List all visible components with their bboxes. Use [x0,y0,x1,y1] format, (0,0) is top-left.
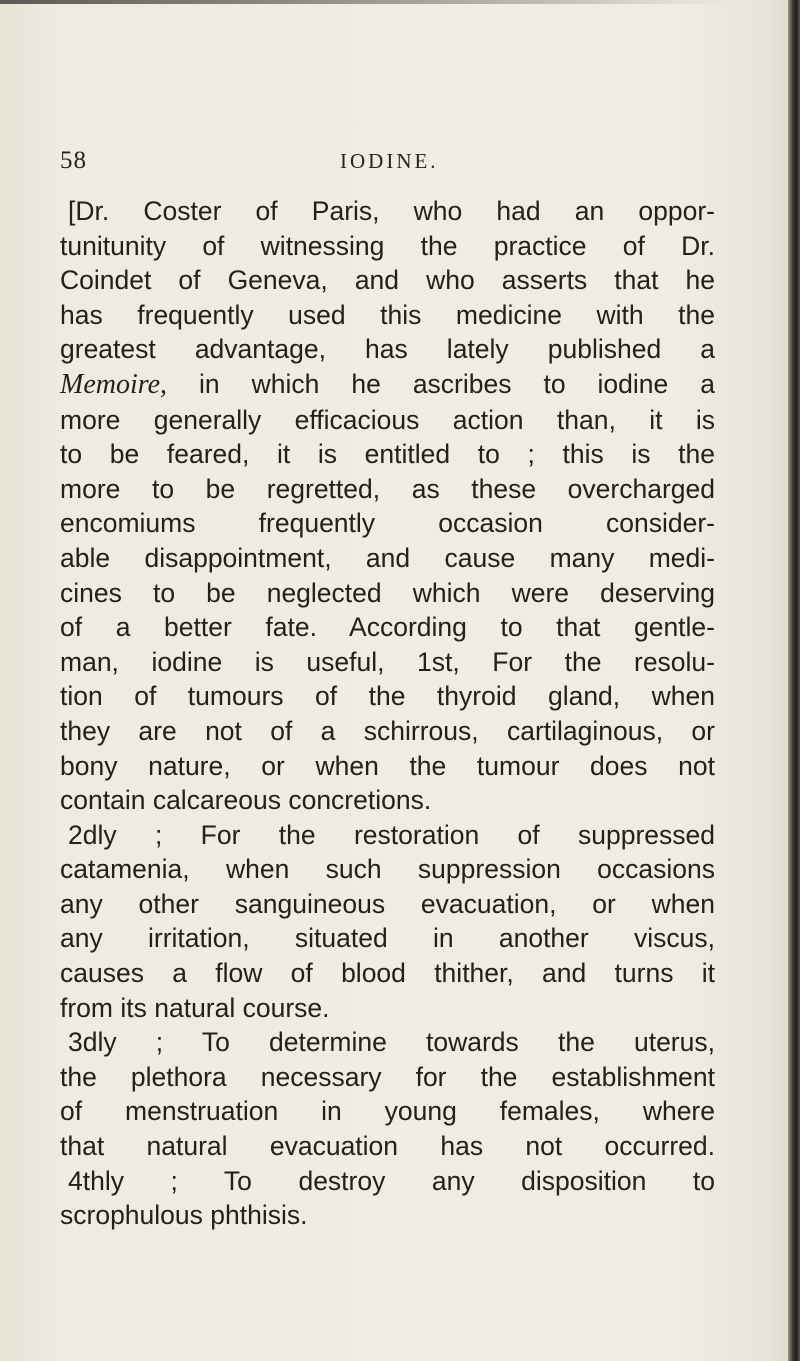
text-line: contain calcareous concretions. [60,785,432,816]
text-line: they are not of a schirrous, cartilaginous, or [60,715,715,746]
text-line: scrophulous phthisis. [60,1200,308,1231]
text-line-rest: in which he ascribes to iodine a [199,368,715,399]
text-line: causes a flow of blood thither, and turns it [60,958,715,989]
text-line [60,367,715,403]
text-line: Coindet of Geneva, and who asserts that he [60,265,715,296]
text-line: of menstruation in young females, where [60,1096,715,1127]
page-number: 58 [60,147,87,174]
text-line: cines to be neglected which were deserving [60,577,715,608]
text-line: the plethora necessary for the establishment [60,1061,715,1092]
text-line: has frequently used this medicine with the [60,299,715,330]
page-binding-edge [788,0,800,1361]
text-line: able disappointment, and cause many medi- [60,542,715,573]
text-line: of a better fate. According to that gentle- [60,612,715,643]
text-line: catamenia, when such suppression occasions [60,854,715,885]
body-text [60,194,715,1233]
text-line: bony nature, or when the tumour does not [60,750,715,781]
text-line: any irritation, situated in another viscus, [60,923,715,954]
text-line: 3dly ; To determine towards the uterus, [68,1027,715,1058]
running-head-title: IODINE. [340,149,439,173]
text-line: man, iodine is useful, 1st, For the resolu- [60,646,715,677]
text-line: [Dr. Coster of Paris, who had an oppor- [68,196,715,226]
text-line: encomiums frequently occasion consider- [60,508,715,539]
running-head [60,147,700,177]
text-line: that natural evacuation has not occurred. [60,1131,715,1162]
italic-title-word: Memoire, [60,368,168,400]
text-line: tunitunity of witnessing the practice of Dr. [60,230,715,261]
text-line: tion of tumours of the thyroid gland, when [60,681,715,712]
text-line: more to be regretted, as these overcharged [60,473,715,504]
top-edge-rule [0,0,730,4]
text-line: from its natural course. [60,992,330,1023]
text-line: to be feared, it is entitled to ; this is the [60,439,715,470]
text-line: more generally efficacious action than, it is [60,404,715,435]
text-line: any other sanguineous evacuation, or when [60,888,715,919]
text-line: 4thly ; To destroy any disposition to [68,1165,715,1196]
text-line: 2dly ; For the restoration of suppressed [68,819,715,850]
text-line: greatest advantage, has lately published a [60,334,715,365]
